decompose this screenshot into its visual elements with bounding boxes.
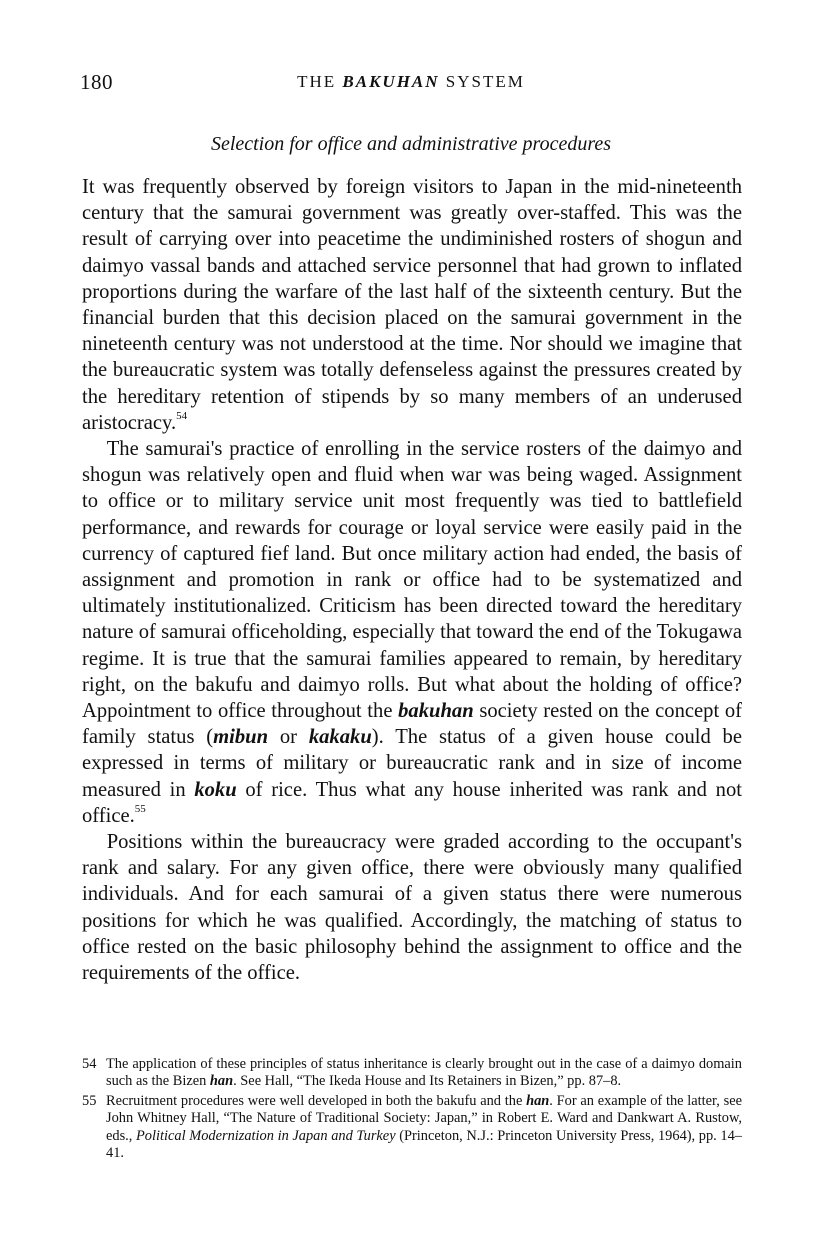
term-koku: koku [194, 778, 237, 801]
paragraph-2-text-d: of rice. Thus what any house inherited was rank and not office. [82, 778, 742, 827]
footnote-ref-55: 55 [134, 803, 146, 816]
paragraph-2-or: or [268, 726, 309, 749]
footnote-54-text-a: The application of these principles of status inheritance is clearly brought out in the case of a daimyo domain such as the Bizen [106, 1056, 742, 1090]
paragraph-2-text-b: society rested on the concept of family status ( [82, 700, 742, 749]
running-head-pre: THE [297, 72, 343, 91]
paragraph-2-text-a: The samurai's practice of enrolling in the service rosters of the daimyo and shogun was relatively open and fluid when war was being waged. Assignment to office or to military service unit most frequently was tied to battlefield performance, and rewards for courage or loyal service were easily paid in the currency of captured fief land. But once military action had ended, the basis of assignment and promotion in rank or office had to be systematized and ultimately institutionalized. Criticism has been directed toward the hereditary nature of samurai officeholding, especially that toward the end of the Tokugawa regime. It is true that the samurai families appeared to remain, by hereditary right, on the bakufu and daimyo rolls. But what about the holding of office? Appointment to office throughout the [82, 438, 742, 723]
footnote-55-text-b: . For an example of the latter, see John Whitney Hall, “The Nature of Traditional Society: Japan,” in Robert E. Ward and Dankwart A. Rustow, eds., [106, 1092, 743, 1144]
paragraph-2 [82, 436, 742, 829]
footnote-54-term-han: han [209, 1073, 234, 1090]
footnotes [82, 1056, 742, 1164]
footnote-54 [82, 1056, 742, 1091]
footnote-number: 55 [82, 1092, 97, 1109]
footnote-number: 54 [82, 1056, 97, 1072]
term-kakaku: kakaku [308, 726, 372, 749]
paragraph-3-text: Positions within the bureaucracy were graded according to the occupant's rank and salary. For any given office, there were obviously many qualified individuals. And for each samurai of a given status there were numerous positions for which he was qualified. Accordingly, the matching of status to office rested on the basic philosophy behind the assignment to office and the requirements of the office. [82, 831, 742, 985]
footnote-55-term-han: han [526, 1092, 550, 1109]
footnote-55 [82, 1093, 742, 1163]
body-text [82, 174, 742, 986]
footnote-55-book-title: Political Modernization in Japan and Turkey [136, 1127, 396, 1144]
running-head-italic: BAKUHAN [342, 72, 440, 91]
paragraph-3 [82, 829, 742, 986]
footnote-ref-54: 54 [176, 409, 188, 422]
term-mibun: mibun [213, 726, 269, 749]
footnote-55-text-a: Recruitment procedures were well developed in both the bakufu and the [106, 1092, 527, 1109]
paragraph-1 [82, 174, 742, 436]
term-bakuhan: bakuhan [398, 700, 474, 723]
footnote-55-text-c: (Princeton, N.J.: Princeton University Press, 1964), pp. 14–41. [106, 1127, 742, 1162]
paragraph-2-text-c: ). The status of a given house could be expressed in terms of military or bureaucratic rank and in size of income measured in [82, 726, 742, 801]
running-head-post: SYSTEM [439, 72, 525, 91]
section-title: Selection for office and administrative procedures [210, 133, 612, 155]
footnote-54-text-b: . See Hall, “The Ikeda House and Its Retainers in Bizen,” pp. 87–8. [233, 1073, 622, 1090]
page-number: 180 [80, 70, 113, 94]
paragraph-1-text: It was frequently observed by foreign visitors to Japan in the mid-nineteenth century that the samurai government was greatly over-staffed. This was the result of carrying over into peacetime the undiminished rosters of shogun and daimyo vassal bands and attached service personnel that had grown to inflated proportions during the warfare of the last half of the sixteenth century. But the financial burden that this decision placed on the samurai government in the nineteenth century was not understood at the time. Nor should we imagine that the bureaucratic system was totally defenseless against the pressures created by the hereditary retention of stipends by so many members of an underused aristocracy. [82, 176, 742, 434]
running-head [0, 72, 822, 92]
